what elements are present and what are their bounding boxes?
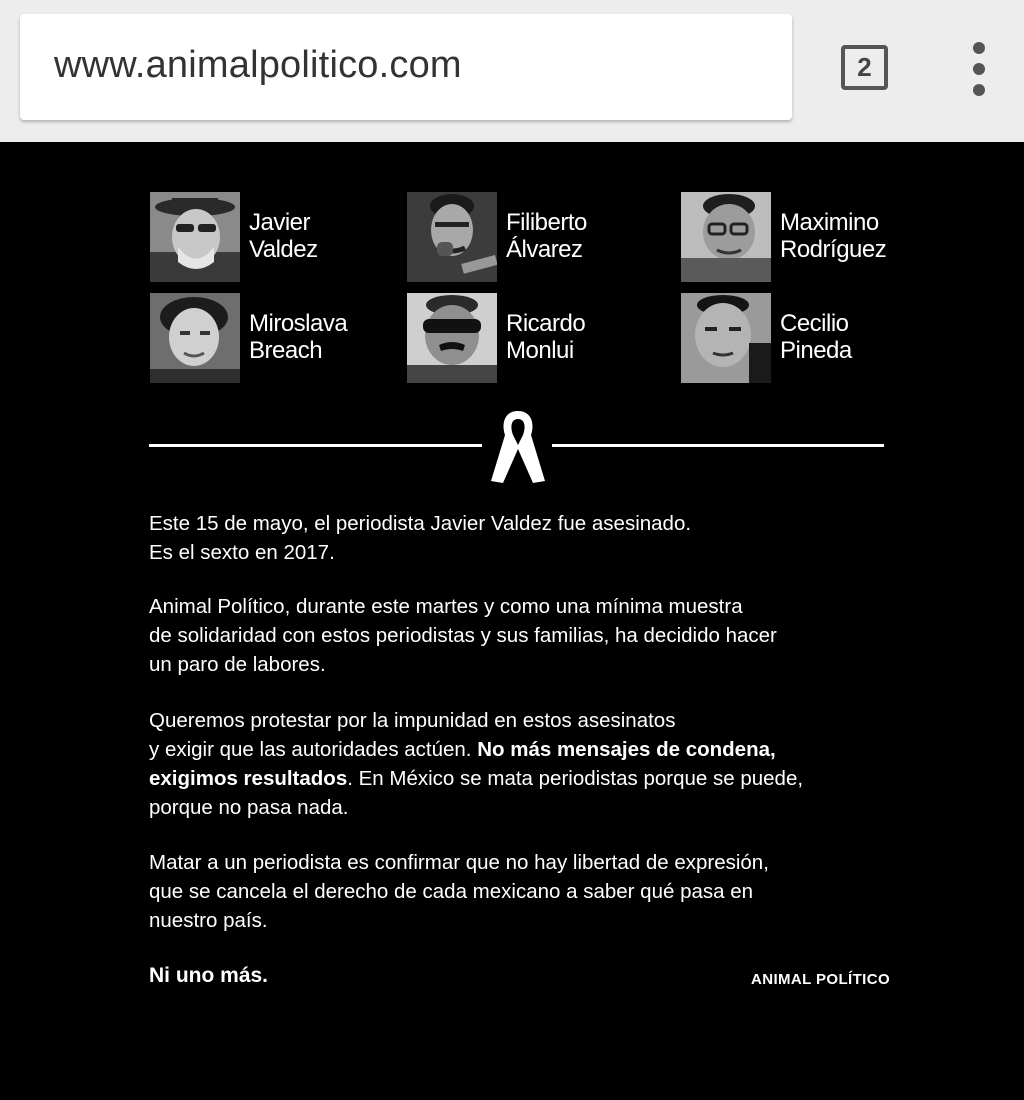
emphasis-text: No más mensajes de condena, <box>477 738 776 761</box>
page-content <box>0 142 1024 1100</box>
journalist-name: Ricardo Monlui <box>506 310 586 364</box>
paragraph-2: Animal Político, durante este martes y como una mínima muestra de solidaridad con estos periodistas y sus familias, ha decidido hacer un paro de labores. <box>149 595 777 676</box>
journalist-name: Maximino Rodríguez <box>780 209 887 263</box>
paragraph-4: Matar a un periodista es confirmar que no hay libertad de expresión, que se cancela el derecho de cada mexicano a saber qué pasa en nuestro país. <box>149 851 769 932</box>
address-bar[interactable] <box>20 14 792 120</box>
journalist-name: Miroslava Breach <box>249 310 348 364</box>
closing-statement: Ni uno más. <box>149 964 269 987</box>
overflow-menu-icon[interactable] <box>966 42 992 96</box>
emphasis-text: exigimos resultados <box>149 767 348 790</box>
divider-right <box>552 444 884 447</box>
portrait-photo <box>407 293 497 383</box>
portrait-photo <box>681 192 771 282</box>
paragraph-3: Queremos protestar por la impunidad en estos asesinatos y exigir que las autoridades actúen. No más mensajes de condena, exigimos resultados. En México se mata periodistas porque se puede, porque no pasa nada. <box>149 709 804 819</box>
portrait-photo <box>407 192 497 282</box>
tab-switcher-button[interactable] <box>841 45 888 90</box>
paragraph-1: Este 15 de mayo, el periodista Javier Valdez fue asesinado. Es el sexto en 2017. <box>149 512 692 564</box>
journalist-name: Filiberto Álvarez <box>506 209 587 263</box>
browser-toolbar <box>0 0 1024 142</box>
divider-left <box>149 444 482 447</box>
portrait-photo <box>150 293 240 383</box>
brand-signature: ANIMAL POLÍTICO <box>751 971 891 988</box>
journalist-name: Cecilio Pineda <box>780 310 852 364</box>
portrait-photo <box>681 293 771 383</box>
url-text[interactable]: www.animalpolitico.com <box>54 44 462 86</box>
mourning-ribbon-icon <box>487 405 549 487</box>
journalist-name: Javier Valdez <box>249 209 318 263</box>
portrait-photo <box>150 192 240 282</box>
tab-count: 2 <box>857 52 872 82</box>
